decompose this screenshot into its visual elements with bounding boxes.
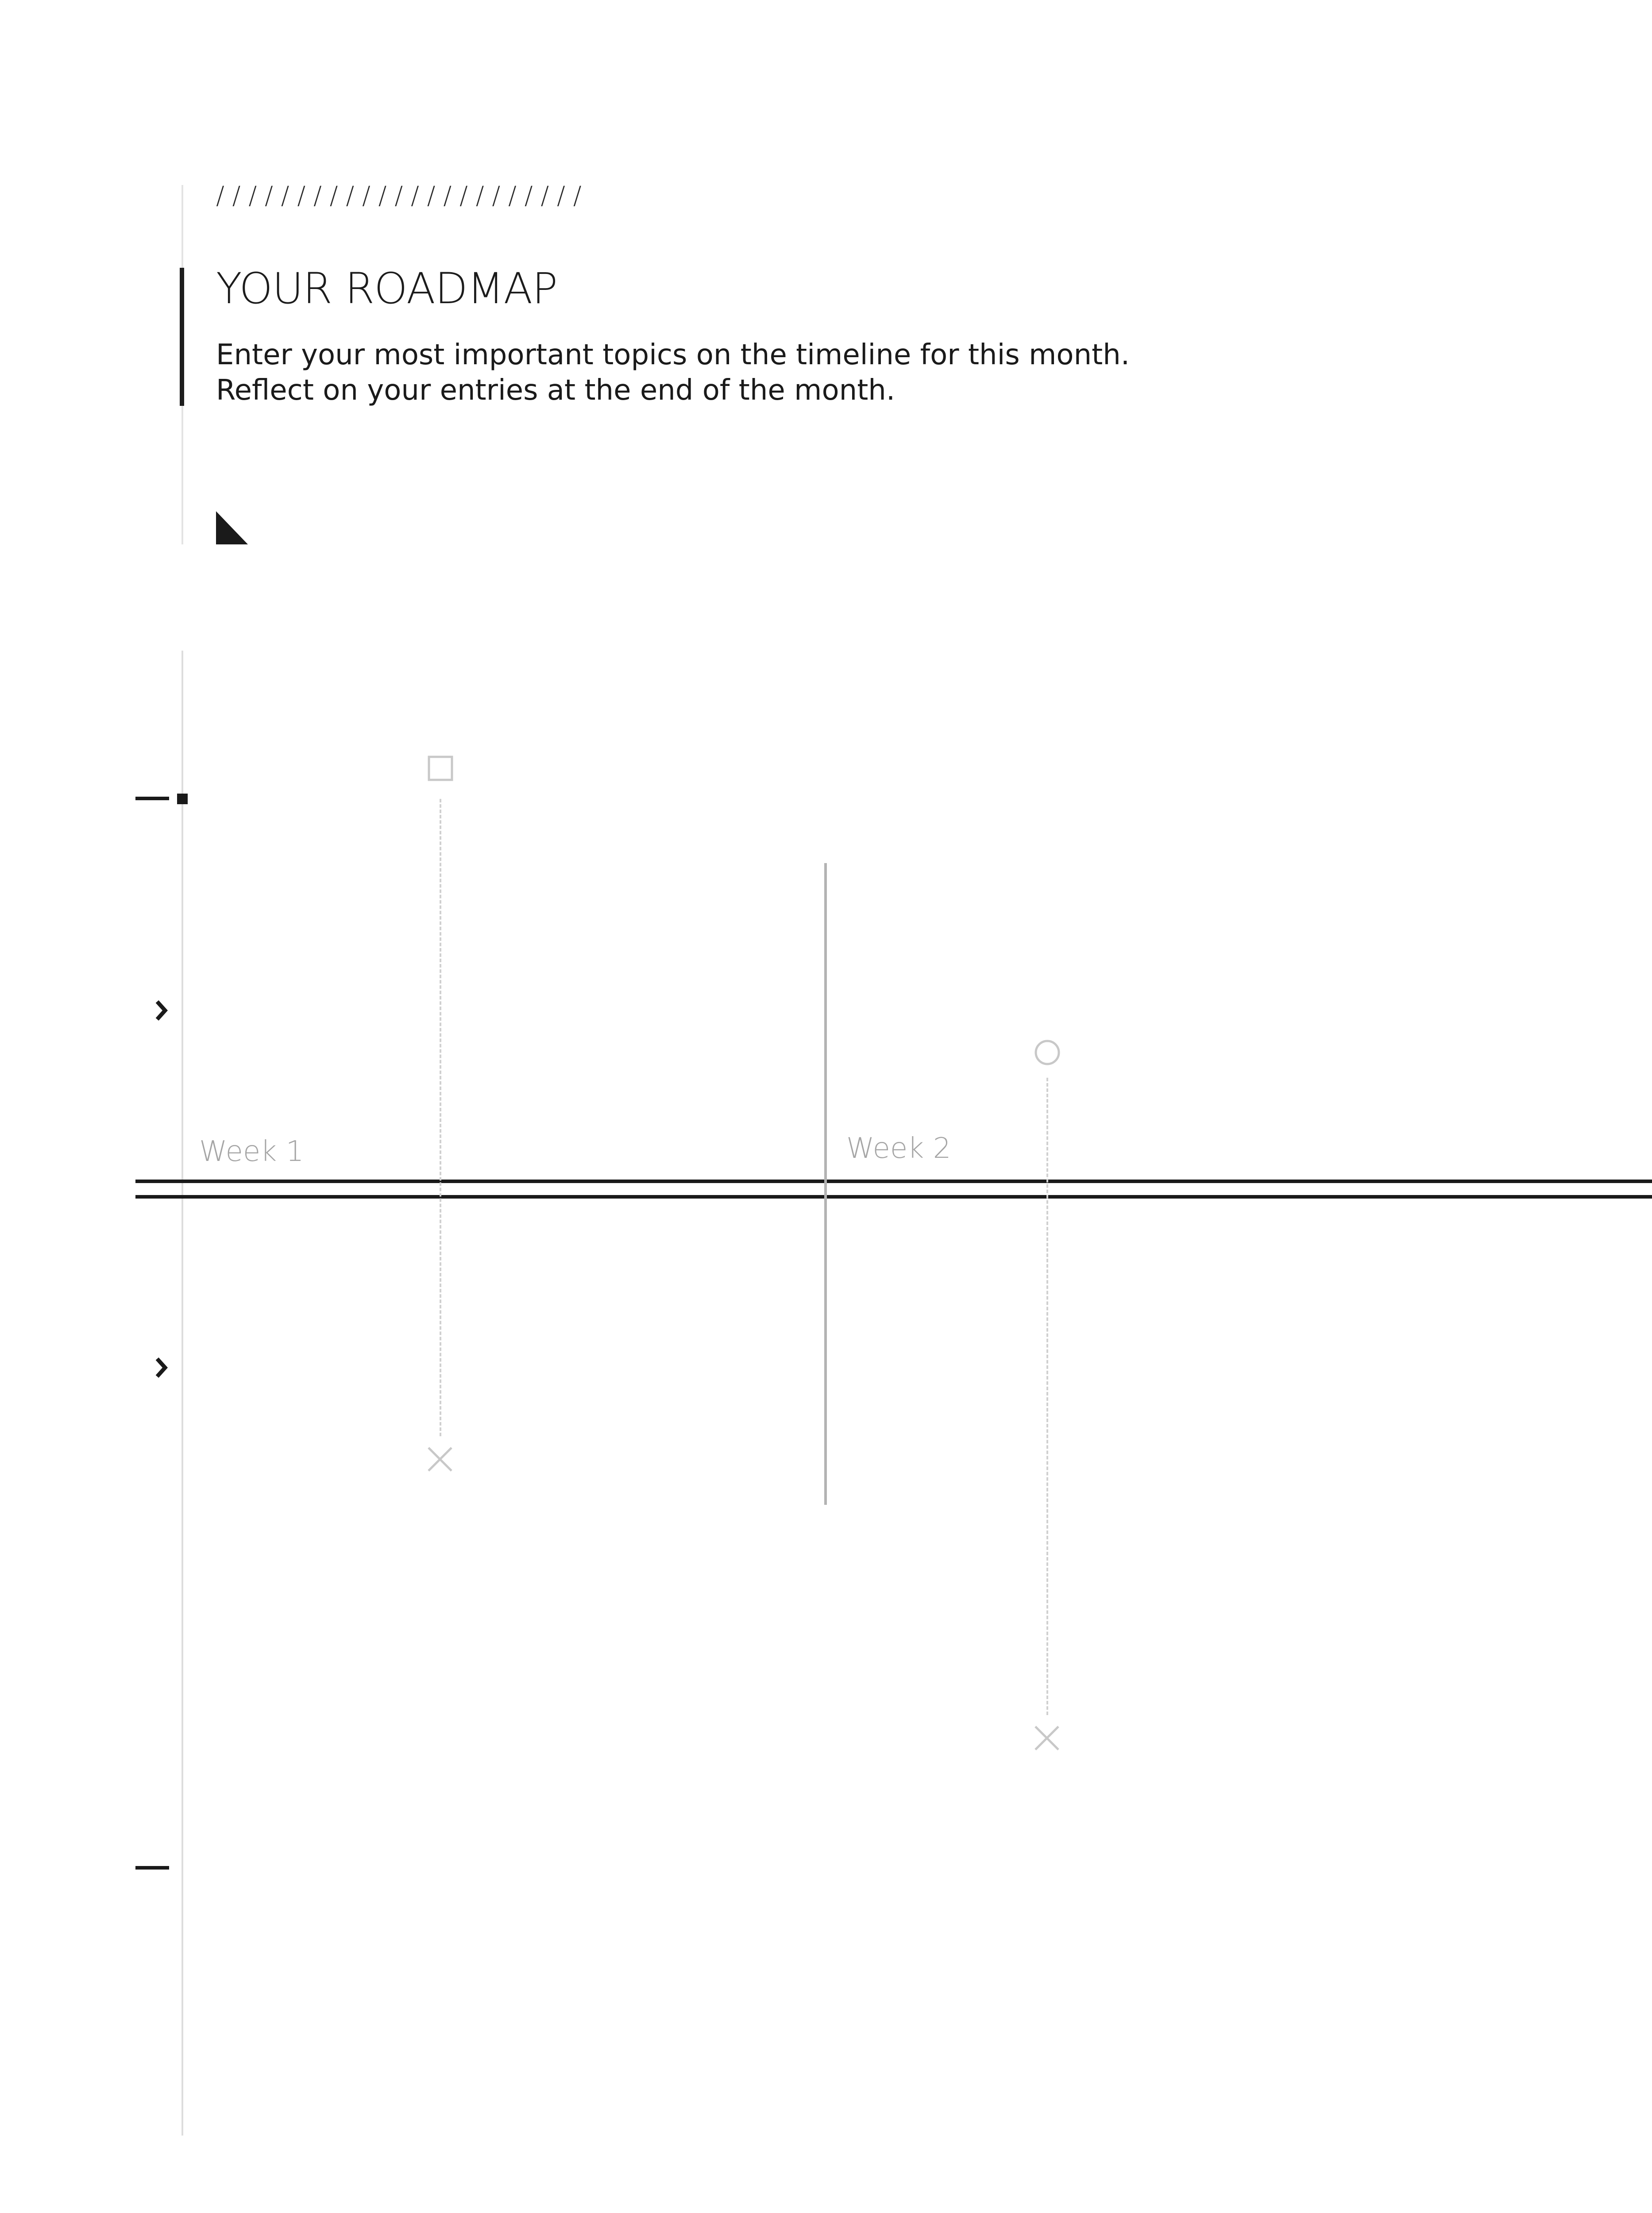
x-icon[interactable] [426, 1445, 454, 1473]
timeline-axis-top [135, 1180, 1652, 1183]
x-icon[interactable] [1033, 1724, 1061, 1752]
corner-triangle-icon [216, 511, 251, 547]
dash-icon [133, 1859, 173, 1877]
circle-icon[interactable] [1033, 1038, 1061, 1067]
timeline-guide-line [181, 651, 183, 2136]
dashed-connector-1 [440, 799, 441, 1436]
dashed-connector-2 [1046, 1078, 1048, 1715]
instruction-line-2: Reflect on your entries at the end of the month. [216, 374, 895, 407]
dash-square-icon [133, 788, 195, 810]
slash-divider: / / / / / / / / / / / / / / / / / / / / / / / [216, 181, 582, 210]
week-label-2: Week 2 [846, 1132, 951, 1165]
week-divider [824, 863, 827, 1505]
title-accent-bar [180, 268, 184, 406]
timeline-axis-bottom [135, 1195, 1652, 1199]
chevron-right-icon [153, 1355, 170, 1380]
instruction-line-1: Enter your most important topics on the timeline for this month. [216, 339, 1130, 371]
page-title: YOUR ROADMAP [216, 264, 557, 313]
week-label-1: Week 1 [199, 1135, 304, 1168]
chevron-right-icon [153, 998, 170, 1023]
square-icon[interactable] [427, 755, 455, 783]
